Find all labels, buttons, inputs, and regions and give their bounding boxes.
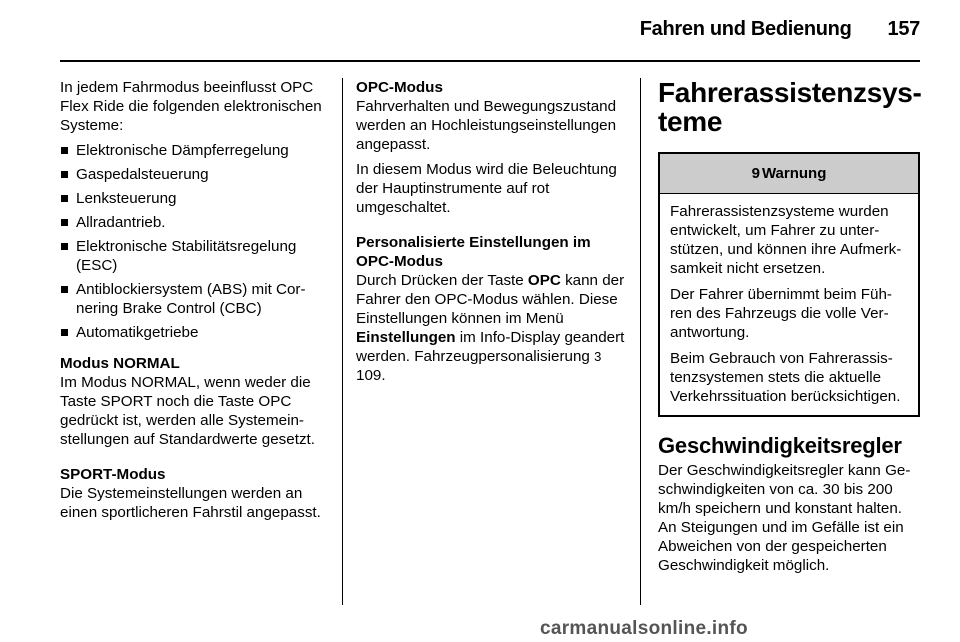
column-right bbox=[658, 78, 920, 581]
page-number: 157 bbox=[887, 18, 920, 40]
column-divider-1 bbox=[342, 78, 343, 605]
list-item: Lenksteuerung bbox=[60, 189, 328, 208]
warning-title: Warnung bbox=[761, 165, 827, 182]
warning-paragraph: Fahrerassistenzsysteme wurden entwickelt, um Fahrer zu unterstützen, und können ihre Aufmerksamkeit nicht ersetzen. bbox=[670, 203, 902, 277]
intro-paragraph: In jedem Fahrmodus beeinflusst OPC Flex Ride die folgenden elektronischen Systeme: bbox=[60, 79, 322, 134]
normal-mode-text: Im Modus NORMAL, wenn weder die Taste SPORT noch die Taste OPC gedrückt ist, werden alle Systemeinstellungen auf Standardwerte gesetzt. bbox=[60, 374, 315, 448]
sport-mode-text: Die Systemeinstellungen werden an einen sportlicheren Fahrstil angepasst. bbox=[60, 485, 321, 521]
cross-reference-icon: 3 bbox=[594, 349, 602, 364]
running-head-title: Fahren und Bedienung bbox=[639, 18, 852, 40]
list-item: Gaspedalsteuerung bbox=[60, 165, 328, 184]
warning-paragraph: Der Fahrer übernimmt beim Führen des Fahrzeugs die volle Verantwortung. bbox=[670, 286, 892, 341]
opc-lighting-text: In diesem Modus wird die Beleuchtung der Hauptinstrumente auf rot umgeschaltet. bbox=[356, 161, 617, 216]
list-item: Antiblockiersystem (ABS) mit Cornering Brake Control (CBC) bbox=[60, 280, 328, 318]
warning-paragraph: Beim Gebrauch von Fahrerassistenzsystemen stets die aktuelle Verkehrssituation berücksichtigen. bbox=[670, 350, 901, 405]
header-rule bbox=[60, 60, 920, 62]
warning-header bbox=[660, 154, 918, 194]
warning-icon: 9 bbox=[751, 165, 760, 182]
warning-box bbox=[658, 152, 920, 417]
list-item: Allradantrieb. bbox=[60, 213, 328, 232]
cruise-control-heading: Geschwindigkeitsregler bbox=[658, 433, 902, 458]
list-item: Automatikgetriebe bbox=[60, 323, 328, 342]
opc-key-label: OPC bbox=[527, 272, 561, 289]
section-heading: Fahrerassistenzsysteme bbox=[658, 77, 922, 137]
list-item: Elektronische Stabilitätsregelung (ESC) bbox=[60, 237, 328, 275]
cross-reference-page: 109. bbox=[356, 367, 386, 384]
warning-body bbox=[660, 194, 918, 415]
normal-mode-heading: Modus NORMAL bbox=[60, 355, 180, 372]
running-head bbox=[640, 18, 920, 41]
systems-list bbox=[60, 141, 328, 342]
column-left bbox=[60, 78, 328, 528]
column-middle bbox=[356, 78, 626, 391]
settings-menu-label: Einstellungen bbox=[356, 329, 456, 346]
sport-mode-heading: SPORT-Modus bbox=[60, 466, 166, 483]
watermark: carmanualsonline.info bbox=[540, 618, 748, 639]
cruise-control-text: Der Geschwindigkeitsregler kann Geschwindigkeiten von ca. 30 bis 200 km/h speichern und konstant halten. An Steigungen und im Gefälle ist ein Abweichen von der gespeicherten Geschwindigkeit möglich. bbox=[658, 462, 911, 574]
opc-mode-text: Fahrverhalten und Bewegungszustand werden an Hochleistungseinstellungen angepasst. bbox=[356, 98, 617, 153]
personal-settings-text: Durch Drücken der Taste OPC kann der Fahrer den OPC-Modus wählen. Diese Einstellungen können im Menü Einstellungen im Info-Display geandert werden. Fahrzeugpersonalisierung 3 109. bbox=[356, 272, 625, 384]
opc-mode-heading: OPC-Modus bbox=[356, 79, 443, 96]
personal-settings-heading: Personalisierte Einstellungen im OPC-Modus bbox=[356, 234, 591, 270]
list-item: Elektronische Dämpferregelung bbox=[60, 141, 328, 160]
column-divider-2 bbox=[640, 78, 641, 605]
